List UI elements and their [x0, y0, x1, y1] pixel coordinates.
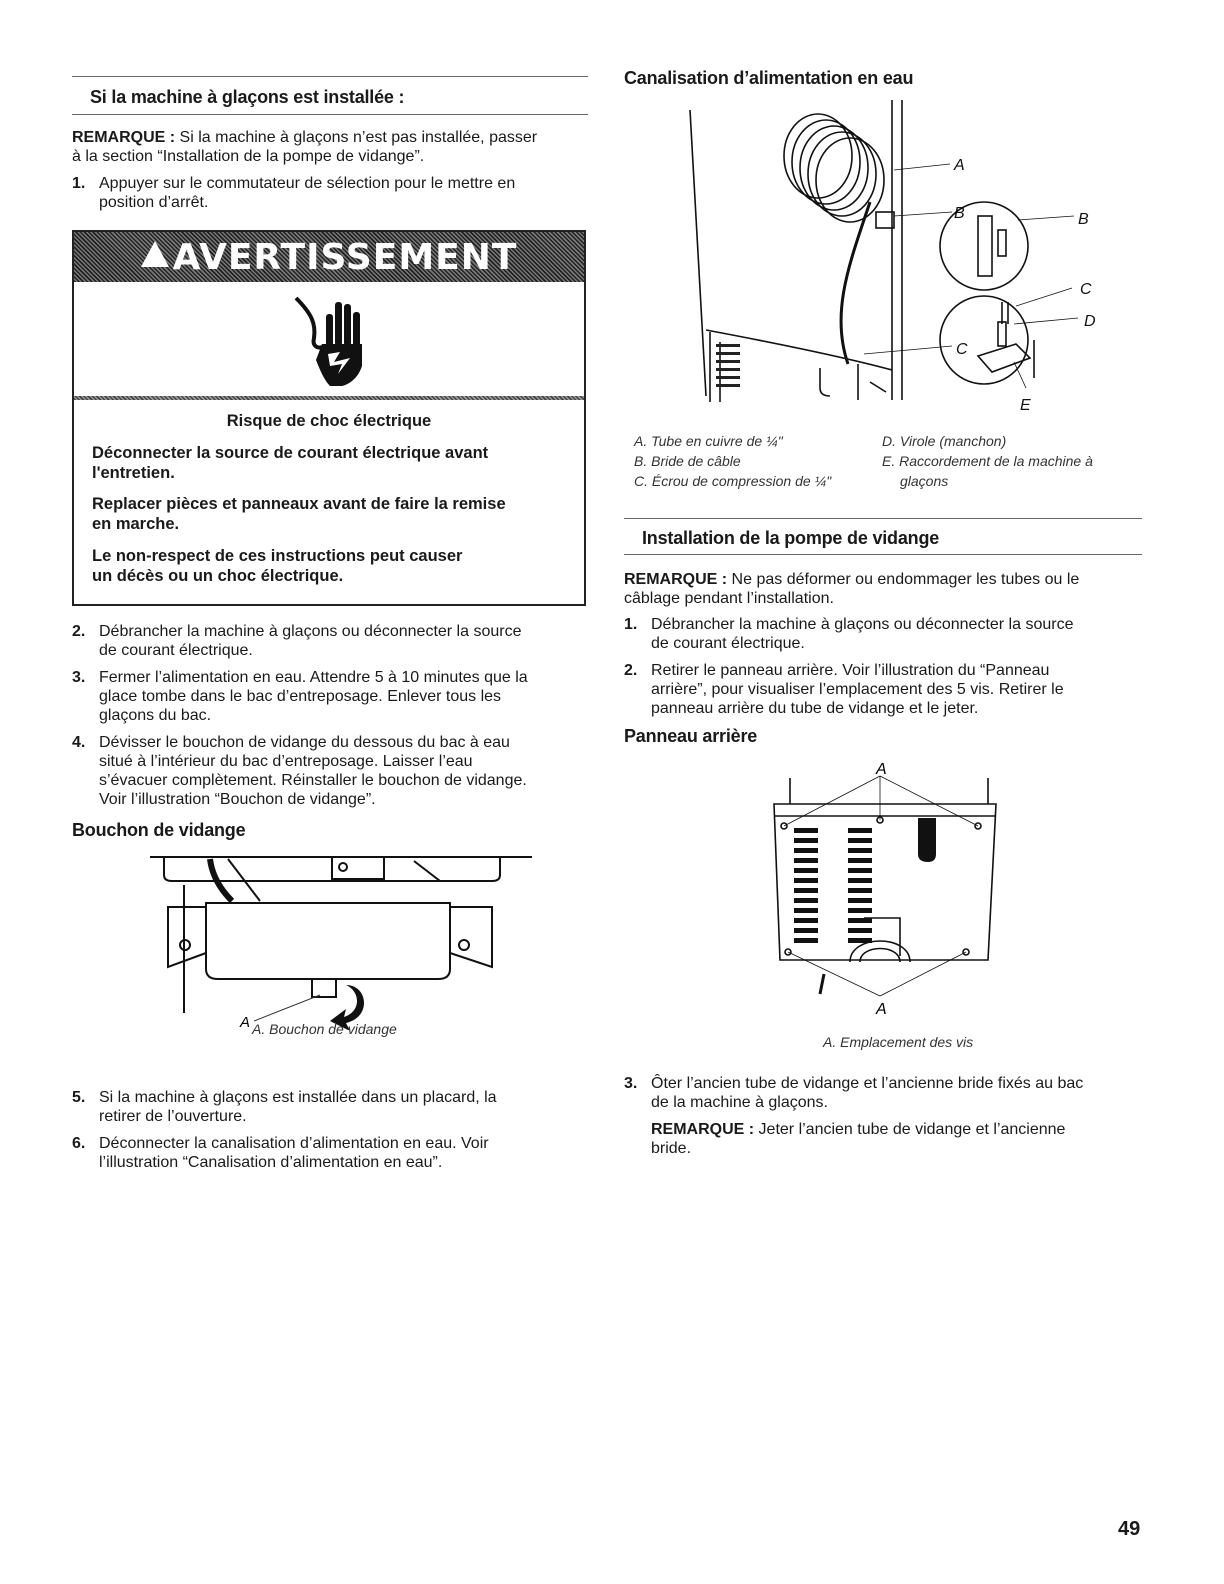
step-number: 3. [624, 1075, 638, 1092]
step-number: 1. [624, 616, 638, 633]
warning-hazard: Risque de choc électrique [226, 412, 432, 430]
note-text-line2: à la section “Installation de la pompe de vidange”. [72, 148, 425, 165]
section-rule-top-pump [624, 518, 1142, 519]
note-label: REMARQUE : [624, 571, 728, 588]
warning-paragraph-2: Replacer pièces et panneaux avant de faire la remise en marche. [92, 495, 506, 533]
section-rule-bottom-pump [624, 554, 1142, 555]
note-text-line1: Si la machine à glaçons n’est pas installée, passer [175, 129, 538, 146]
step-line: position d’arrêt. [99, 194, 209, 211]
section-title-installed: Si la machine à glaçons est installée : [90, 87, 405, 107]
rear-panel-label-a-bottom: A [876, 1001, 887, 1018]
section-title-pump: Installation de la pompe de vidange [642, 528, 940, 548]
step-number: 3. [72, 669, 86, 686]
rear-panel-illustration [760, 758, 1010, 1020]
water-line-label-c2: C [1080, 281, 1092, 298]
water-line-label-a: A [954, 157, 965, 174]
drain-plug-caption: A. Bouchon de vidange [252, 1021, 397, 1037]
warning-triangle-icon [141, 241, 169, 267]
rear-panel-label-a-top: A [876, 761, 887, 778]
figure-title-rear-panel: Panneau arrière [624, 726, 758, 746]
warning-title: AVERTISSEMENT [74, 232, 584, 282]
warning-paragraph-1: Déconnecter la source de courant électrique avant l'entretien. [92, 444, 489, 482]
step-number: 2. [72, 623, 86, 640]
warning-paragraph-3: Le non-respect de ces instructions peut causer un décès ou un choc électrique. [92, 547, 463, 585]
figure-title-water-line: Canalisation d’alimentation en eau [624, 68, 914, 88]
water-line-label-b2: B [1078, 211, 1089, 228]
step-number: 5. [72, 1089, 86, 1106]
pump-note-2: REMARQUE : Jeter l’ancien tube de vidange et l’ancienne bride. [651, 1121, 1066, 1157]
water-line-label-e: E [1020, 397, 1031, 414]
note-label: REMARQUE : [651, 1121, 755, 1138]
water-line-legend-right: D. Virole (manchon) E. Raccordement de la machine à glaçons [882, 433, 1093, 489]
step-number: 6. [72, 1135, 86, 1152]
water-line-label-b1: B [954, 205, 965, 222]
note-paragraph [72, 128, 592, 166]
step-number: 4. [72, 734, 86, 751]
step-line: Appuyer sur le commutateur de sélection pour le mettre en [99, 175, 516, 192]
water-line-legend-left: A. Tube en cuivre de ¼" B. Bride de câble C. Écrou de compression de ¼" [634, 433, 832, 489]
step-number: 2. [624, 662, 638, 679]
step-number: 1. [72, 175, 86, 192]
water-line-label-c1: C [956, 341, 968, 358]
page-number: 49 [1118, 1518, 1141, 1540]
electric-shock-hand-icon [292, 294, 372, 390]
warning-separator [74, 396, 584, 400]
water-line-label-d: D [1084, 313, 1096, 330]
section-rule-bottom [72, 114, 588, 115]
figure-title-drain-plug: Bouchon de vidange [72, 820, 246, 840]
warning-box [72, 230, 586, 606]
rear-panel-caption: A. Emplacement des vis [823, 1034, 974, 1050]
note-label: REMARQUE : [72, 129, 176, 146]
section-rule-top [72, 76, 588, 77]
water-line-illustration [680, 92, 1130, 422]
drain-plug-label-a: A [240, 1014, 251, 1030]
drain-plug-illustration [140, 845, 540, 1030]
pump-note-paragraph: REMARQUE : Ne pas déformer ou endommager les tubes ou le câblage pendant l’installation. [624, 571, 1080, 607]
